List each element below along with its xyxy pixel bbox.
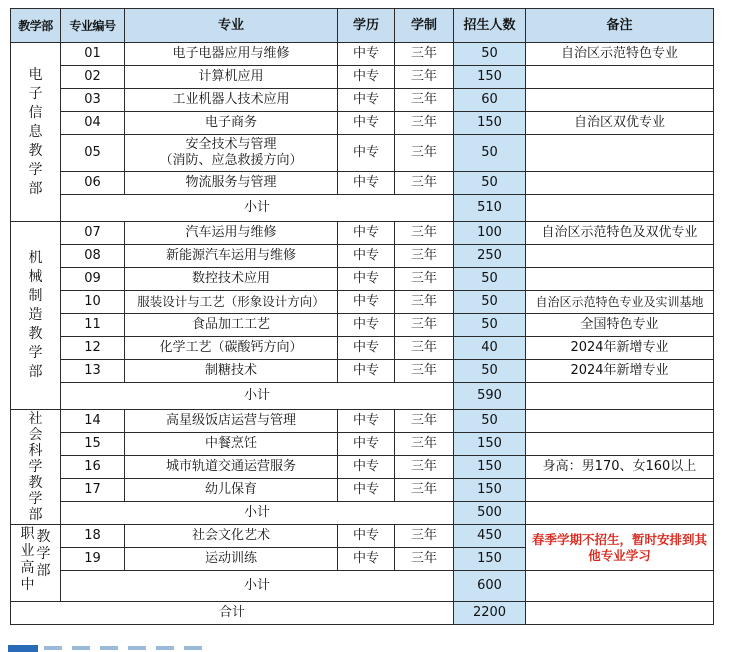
count-cell: 100: [454, 222, 526, 245]
years-cell: 三年: [395, 268, 454, 291]
count-cell: 50: [454, 268, 526, 291]
table-row: [11, 525, 714, 548]
dept-cell: [11, 222, 61, 410]
subtotal-value: 600: [454, 571, 526, 602]
dept-cell: [11, 43, 61, 222]
code-cell: 03: [61, 89, 125, 112]
major-cell: 工业机器人技术应用: [125, 89, 338, 112]
note-cell: [526, 135, 714, 172]
subtotal-label: 小计: [61, 571, 454, 602]
note-cell: [526, 433, 714, 456]
major-cell: 制糖技术: [125, 360, 338, 383]
subtotal-row: [11, 571, 714, 602]
edu-cell: 中专: [338, 525, 395, 548]
major-cell: 高星级饭店运营与管理: [125, 410, 338, 433]
note-cell: [526, 602, 714, 625]
edu-cell: 中专: [338, 456, 395, 479]
count-cell: 50: [454, 291, 526, 314]
note-cell: 自治区示范特色及双优专业: [526, 222, 714, 245]
major-cell: 食品加工工艺: [125, 314, 338, 337]
dept-name: 机械制造教学部: [28, 250, 43, 380]
table-row: [11, 245, 714, 268]
code-cell: 11: [61, 314, 125, 337]
code-cell: 14: [61, 410, 125, 433]
years-cell: 三年: [395, 135, 454, 172]
code-cell: 12: [61, 337, 125, 360]
count-cell: 50: [454, 172, 526, 195]
edu-cell: 中专: [338, 410, 395, 433]
years-cell: 三年: [395, 172, 454, 195]
header-edu: 学历: [338, 9, 395, 43]
edu-cell: 中专: [338, 112, 395, 135]
subtotal-value: 500: [454, 502, 526, 525]
edu-cell: 中专: [338, 43, 395, 66]
count-cell: 450: [454, 525, 526, 548]
header-count: 招生人数: [454, 9, 526, 43]
subtotal-value: 510: [454, 195, 526, 222]
edu-cell: 中专: [338, 548, 395, 571]
note-cell: [526, 66, 714, 89]
note-cell: 自治区双优专业: [526, 112, 714, 135]
table-row: [11, 291, 714, 314]
edu-cell: 中专: [338, 314, 395, 337]
count-cell: 50: [454, 410, 526, 433]
total-row: [11, 602, 714, 625]
special-note-cell: 春季学期不招生，暂时安排到其他专业学习: [526, 525, 714, 571]
years-cell: 三年: [395, 410, 454, 433]
note-cell: [526, 571, 714, 602]
count-cell: 150: [454, 456, 526, 479]
table-row: [11, 43, 714, 66]
watermark-logo-icon: [8, 645, 38, 652]
table-row: [11, 433, 714, 456]
years-cell: 三年: [395, 479, 454, 502]
table-row: [11, 135, 714, 172]
major-cell: [125, 135, 338, 172]
code-cell: 07: [61, 222, 125, 245]
code-cell: 17: [61, 479, 125, 502]
major-cell: 服装设计与工艺（形象设计方向）: [125, 291, 338, 314]
note-cell: [526, 268, 714, 291]
table-row: [11, 314, 714, 337]
years-cell: 三年: [395, 112, 454, 135]
code-cell: 08: [61, 245, 125, 268]
dept-name-part-a: 职业高中: [20, 526, 35, 593]
dept-cell: [11, 525, 61, 602]
major-cell: 计算机应用: [125, 66, 338, 89]
major-cell: 新能源汽车运用与维修: [125, 245, 338, 268]
years-cell: 三年: [395, 222, 454, 245]
edu-cell: 中专: [338, 360, 395, 383]
count-cell: 150: [454, 548, 526, 571]
major-cell: 运动训练: [125, 548, 338, 571]
note-cell: 全国特色专业: [526, 314, 714, 337]
table-row: [11, 456, 714, 479]
count-cell: 250: [454, 245, 526, 268]
years-cell: 三年: [395, 525, 454, 548]
table-row: [11, 222, 714, 245]
major-cell: 城市轨道交通运营服务: [125, 456, 338, 479]
note-cell: 2024年新增专业: [526, 337, 714, 360]
note-cell: [526, 245, 714, 268]
table-row: [11, 89, 714, 112]
edu-cell: 中专: [338, 89, 395, 112]
subtotal-row: [11, 502, 714, 525]
edu-cell: 中专: [338, 268, 395, 291]
note-cell: 身高：男170、女160以上: [526, 456, 714, 479]
years-cell: 三年: [395, 314, 454, 337]
code-cell: 15: [61, 433, 125, 456]
years-cell: 三年: [395, 548, 454, 571]
count-cell: 150: [454, 66, 526, 89]
years-cell: 三年: [395, 433, 454, 456]
header-row: [11, 9, 714, 43]
years-cell: 三年: [395, 66, 454, 89]
years-cell: 三年: [395, 291, 454, 314]
table-row: [11, 360, 714, 383]
edu-cell: 中专: [338, 222, 395, 245]
edu-cell: 中专: [338, 245, 395, 268]
count-cell: 40: [454, 337, 526, 360]
major-cell: 电子电器应用与维修: [125, 43, 338, 66]
total-value: 2200: [454, 602, 526, 625]
code-cell: 01: [61, 43, 125, 66]
header-note: 备注: [526, 9, 714, 43]
major-cell: 社会文化艺术: [125, 525, 338, 548]
total-label: 合计: [11, 602, 454, 625]
count-cell: 50: [454, 360, 526, 383]
header-code: 专业编号: [61, 9, 125, 43]
note-cell: [526, 479, 714, 502]
code-cell: 06: [61, 172, 125, 195]
subtotal-row: [11, 383, 714, 410]
code-cell: 16: [61, 456, 125, 479]
edu-cell: 中专: [338, 433, 395, 456]
count-cell: 50: [454, 314, 526, 337]
note-cell: 自治区示范特色专业及实训基地: [526, 291, 714, 314]
major-cell: 汽车运用与维修: [125, 222, 338, 245]
code-cell: 10: [61, 291, 125, 314]
note-cell: [526, 502, 714, 525]
major-cell: 幼儿保育: [125, 479, 338, 502]
edu-cell: 中专: [338, 337, 395, 360]
major-line-1: 安全技术与管理: [185, 137, 277, 152]
table-row: [11, 410, 714, 433]
table-row: [11, 337, 714, 360]
major-line-2: （消防、应急救援方向）: [159, 153, 303, 168]
major-cell: 中餐烹饪: [125, 433, 338, 456]
header-major: 专业: [125, 9, 338, 43]
code-cell: 19: [61, 548, 125, 571]
major-cell: 数控技术应用: [125, 268, 338, 291]
years-cell: 三年: [395, 43, 454, 66]
years-cell: 三年: [395, 456, 454, 479]
subtotal-label: 小计: [61, 502, 454, 525]
table-row: [11, 172, 714, 195]
table-row: [11, 479, 714, 502]
table-row: [11, 66, 714, 89]
subtotal-value: 590: [454, 383, 526, 410]
dept-name-part-b: 教学部: [36, 528, 51, 579]
dept-name: 电子信息教学部: [28, 66, 43, 197]
edu-cell: 中专: [338, 172, 395, 195]
count-cell: 150: [454, 112, 526, 135]
note-cell: [526, 89, 714, 112]
code-cell: 02: [61, 66, 125, 89]
code-cell: 04: [61, 112, 125, 135]
count-cell: 150: [454, 433, 526, 456]
note-cell: [526, 195, 714, 222]
code-cell: 09: [61, 268, 125, 291]
subtotal-label: 小计: [61, 383, 454, 410]
note-cell: [526, 383, 714, 410]
note-cell: 2024年新增专业: [526, 360, 714, 383]
subtotal-row: [11, 195, 714, 222]
watermark-strip: [44, 646, 204, 650]
major-cell: 化学工艺（碳酸钙方向）: [125, 337, 338, 360]
edu-cell: 中专: [338, 135, 395, 172]
code-cell: 13: [61, 360, 125, 383]
edu-cell: 中专: [338, 66, 395, 89]
years-cell: 三年: [395, 89, 454, 112]
code-cell: 18: [61, 525, 125, 548]
header-dept: 教学部: [11, 9, 61, 43]
enrollment-table: [10, 8, 714, 625]
count-cell: 50: [454, 135, 526, 172]
years-cell: 三年: [395, 245, 454, 268]
edu-cell: 中专: [338, 291, 395, 314]
table-row: [11, 268, 714, 291]
code-cell: 05: [61, 135, 125, 172]
dept-name: 社会科学教学部: [28, 411, 43, 523]
note-cell: 自治区示范特色专业: [526, 43, 714, 66]
subtotal-label: 小计: [61, 195, 454, 222]
header-years: 学制: [395, 9, 454, 43]
table-row: [11, 112, 714, 135]
dept-cell: [11, 410, 61, 525]
count-cell: 150: [454, 479, 526, 502]
years-cell: 三年: [395, 360, 454, 383]
major-cell: 电子商务: [125, 112, 338, 135]
count-cell: 50: [454, 43, 526, 66]
major-cell: 物流服务与管理: [125, 172, 338, 195]
count-cell: 60: [454, 89, 526, 112]
years-cell: 三年: [395, 337, 454, 360]
note-cell: [526, 172, 714, 195]
note-cell: [526, 410, 714, 433]
edu-cell: 中专: [338, 479, 395, 502]
